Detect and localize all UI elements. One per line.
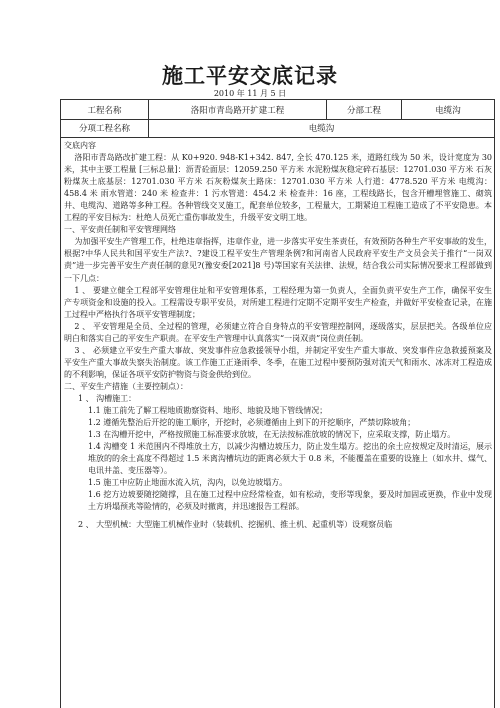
section-1-item-3: 3 、 必须建立平安生产重大事故、突发事件应急救援领导小组，并制定平安生产重大事故、突发事件应急救援预案及平安生产重大事故失察失治制度。该工作施工正逢雨季、冬季，在施工过程中要预防强对流天气和雨水、冰冻对工程造成的不利影响，保证各项平安防护物资与资金供给到位。 [64,345,492,379]
section-1-heading: 一、平安责任制和平安管理网络 [64,225,176,235]
project-overview: 洛阳市青岛路改扩建工程：从 K0+920. 948-K1+342. 847, 全长 470.125 米，道路红线为 50 米，设计宽度为 30 米，其中主要工程量 [三标总量]：沥青砼面层：12059.250 平方米 水泥粉煤灰稳定碎石基层：12701.030 平方米 石灰粉煤灰土底基层：12701.030 平方米 石灰粉煤灰土路床：12701.030 平方米 人行道：4778.520 平方米 电缆沟：458.4 米 雨水管道：240 米 检查井：1 污水管道：454.2 米 检查井：16 座，工程线路长，包含开槽埋管施工、砌筑井、电缆沟、道路等多种工程。各种管线交叉施工，配套单位较多，工程量大，工期紧迫工程施工造成了不平安隐患。本工程的平安目标为：杜绝人员死亡重伤事故发生，升级平安文明工地。 [64,153,492,223]
trench-item-1-2: 1.2 遵循先整治后开挖的施工顺序，开挖时，必须遵循由上到下的开挖顺序，严禁切除坡角； [88,418,416,428]
trench-item-1-5: 1.5 施工中应防止地面水流入坑，沟内，以免边坡塌方。 [88,478,288,488]
division-label: 分部工程 [327,100,402,119]
section-2-heading: 二、平安生产措施（主要控制点）： [64,381,188,391]
project-value: 洛阳市青岛路开扩建工程 [149,100,327,119]
trench-item-1-3: 1.3 在沟槽开挖中，严格按照施工标准要求放坡，在无法按标准放坡的情况下，应采取支撑，防止塌方。 [88,430,456,440]
section-1-item-2: 2 、 平安管理是全员、全过程的管理，必须建立符合自身特点的平安管理控制网，逐级落实，层层把关。各级单位应明白和落实自己的平安生产职责。在平安生产管理中认真落实“一岗双责”岗位责任制。 [64,321,492,343]
section-1-item-1: 1 、 要建立健全工程部平安管理住址和平安管理体系，工程经理为第一负责人，全面负责平安生产工作，确保平安生产专项资金和设施的投入。工程需设专职平安员，对所建工程进行定期不定期平安生产检查，并做好平安检查记录，在施工过程中严格执行各项平安管理制度； [64,285,492,319]
header-row-project [61,100,494,120]
subproject-value: 电缆沟 [308,124,335,134]
trench-item-1-1: 1.1 施工前先了解工程地质勘察资料、地形、地貌及地下管线情况； [88,406,328,416]
project-label: 工程名称 [61,100,149,119]
trench-item-1-6: 1.6 挖方边坡要随挖随撑，且在施工过程中应经常检查，如有松动，变形等现象，要及时加固或更换，作业中发现土方坍塌预兆等险情的，必须及时撤离，并迅速报告工程部。 [88,490,492,512]
document-title: 施工平安交底记录 [162,63,338,88]
briefing-content [64,140,492,532]
record-table [60,99,495,708]
division-value: 电缆沟 [435,105,461,116]
section-1-intro: 为加强平安生产管理工作，杜绝违章指挥，违章作业，进一步落实平安生茶责任，有效预防各种生产平安事故的发生，根据?中华人民共和国平安生产法?、?建设工程平安生产管理条例?和河南省人民政府平安生产文员会关于推行“一岗双责”进一步完善平安生产责任制的意见?(豫安委[2021]8 号)等国家有关法律、法规，结合我公司实际情况要求工程部做到一下几点： [64,237,492,283]
header-row-subproject [61,119,494,138]
content-heading: 交底内容 [64,141,96,150]
section-2-sub-2: 2 、 大型机械：大型施工机械作业时（装载机、挖掘机、推土机、起重机等）设观察员临 [78,520,393,530]
document-date: 2010 年 11 月 5 日 [213,89,287,98]
subproject-label: 分项工程名称 [61,119,149,137]
section-2-sub-1: 1 、 沟槽施工： [78,393,137,403]
trench-item-1-4: 1.4 沟槽变 1 米范围内不得堆放土方，以减少沟槽边坡压力，防止发生塌方。挖出的余土应按规定及时清运，展示堆放的的余土高度不得超过 1.5 米离沟槽坑边的距离必须大于 0.8 米，不能覆盖在重要的设施上（如水井、煤气、电讯井盖、变压器等）。 [88,442,492,476]
